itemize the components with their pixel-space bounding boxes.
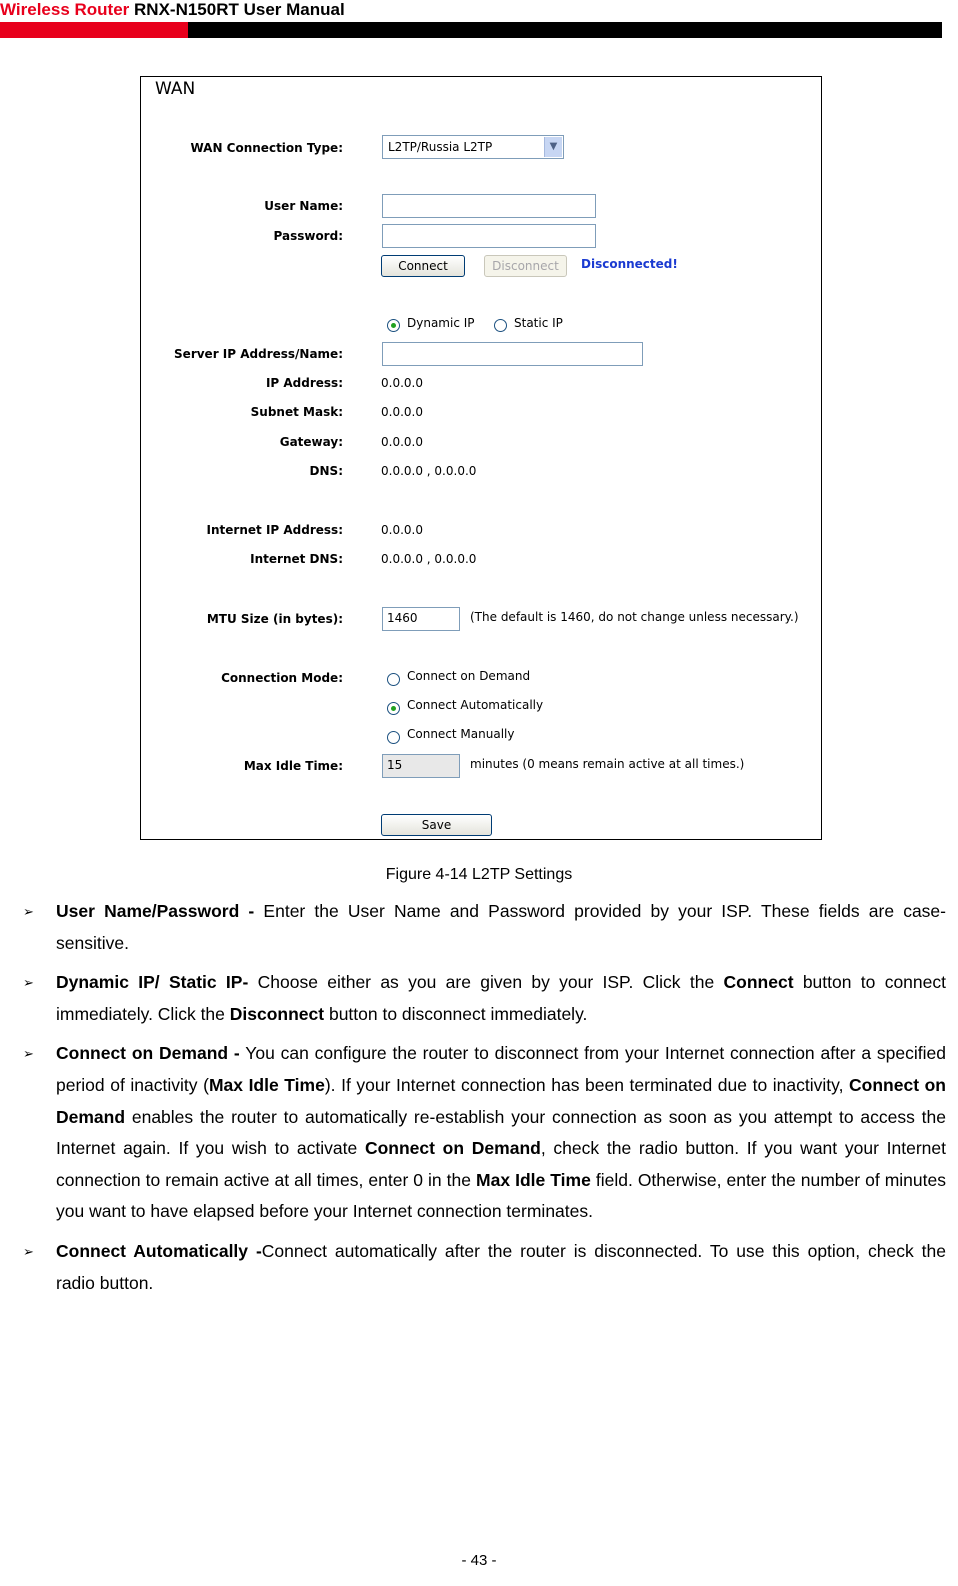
connect-manually-label: Connect Manually xyxy=(407,727,515,741)
ip-address-label: IP Address: xyxy=(265,376,343,390)
disconnect-button[interactable]: Disconnect xyxy=(484,255,567,277)
list-item xyxy=(20,967,946,1030)
bullet-arrow-icon: ➢ xyxy=(23,904,34,919)
chevron-down-icon: ▼ xyxy=(544,137,562,157)
panel-title: WAN xyxy=(155,79,196,99)
password-input[interactable] xyxy=(382,224,596,248)
item-term: Connect on Demand - xyxy=(56,1043,240,1064)
dns-value: 0.0.0.0 , 0.0.0.0 xyxy=(381,464,477,478)
item-text: , check the radio button. If you want your Internet connection to remain active at all times, enter 0 in the xyxy=(56,1138,946,1190)
connect-on-demand-radio[interactable] xyxy=(387,673,400,686)
item-text: button to connect immediately. Click the xyxy=(56,972,946,1024)
user-name-label: User Name: xyxy=(264,199,343,213)
dns-label: DNS: xyxy=(309,464,343,478)
item-emphasis: Max Idle Time xyxy=(476,1169,591,1190)
item-text: Choose either as you are given by your ISP. Click the xyxy=(248,972,724,993)
item-text: button to disconnect immediately. xyxy=(324,1003,588,1024)
item-emphasis: Connect xyxy=(723,972,794,993)
password-label: Password: xyxy=(273,229,343,243)
header-black-bar xyxy=(188,22,942,38)
internet-ip-label: Internet IP Address: xyxy=(206,523,343,537)
item-emphasis: Connect on Demand xyxy=(56,1074,946,1127)
mtu-note: (The default is 1460, do not change unless necessary.) xyxy=(470,610,799,624)
item-term: Dynamic IP/ Static IP- xyxy=(56,972,249,993)
dynamic-ip-label: Dynamic IP xyxy=(407,316,475,330)
connect-manually-radio[interactable] xyxy=(387,731,400,744)
description-list xyxy=(20,896,946,1307)
bullet-arrow-icon: ➢ xyxy=(23,1243,34,1259)
conn-type-label: WAN Connection Type: xyxy=(190,141,343,155)
list-item xyxy=(20,896,946,959)
save-button[interactable]: Save xyxy=(381,814,492,836)
user-name-input[interactable] xyxy=(382,194,596,218)
item-text: Connect automatically after the router is disconnected. To use this option, check the radio button. xyxy=(56,1240,947,1293)
item-text: ). If your Internet connection has been terminated due to inactivity, xyxy=(324,1074,850,1095)
item-text: enables the router to automatically re-establish your connection as soon as you attempt to access the Internet again. If you wish to activate xyxy=(56,1106,946,1159)
item-emphasis: Connect on Demand xyxy=(364,1138,541,1159)
item-text: You can configure the router to disconnect from your Internet connection after a specified period of inactivity ( xyxy=(56,1043,946,1095)
item-text: Enter the User Name and Password provided by your ISP. These fields are case-sensitive. xyxy=(56,901,946,953)
dynamic-ip-radio[interactable] xyxy=(387,319,400,332)
conn-type-select[interactable] xyxy=(382,135,564,159)
internet-ip-value: 0.0.0.0 xyxy=(381,523,423,537)
header-red-bar xyxy=(0,22,188,38)
page-header xyxy=(0,0,958,40)
ip-address-value: 0.0.0.0 xyxy=(381,376,423,390)
max-idle-note: minutes (0 means remain active at all times.) xyxy=(470,757,745,771)
connect-button[interactable]: Connect xyxy=(381,255,465,277)
server-ip-label: Server IP Address/Name: xyxy=(174,347,343,361)
max-idle-input[interactable]: 15 xyxy=(382,754,460,778)
item-term: User Name/Password - xyxy=(56,901,255,921)
list-item xyxy=(20,1236,946,1299)
connect-automatically-label: Connect Automatically xyxy=(407,698,544,712)
server-ip-input[interactable] xyxy=(382,342,643,366)
static-ip-label: Static IP xyxy=(514,316,563,330)
mtu-input[interactable]: 1460 xyxy=(382,607,460,631)
connect-automatically-radio[interactable] xyxy=(387,702,400,715)
item-term: Connect Automatically - xyxy=(56,1240,262,1261)
connect-on-demand-label: Connect on Demand xyxy=(407,669,531,683)
item-emphasis: Max Idle Time xyxy=(208,1074,325,1095)
page-number: - 43 - xyxy=(461,1552,497,1569)
gateway-label: Gateway: xyxy=(279,435,343,449)
item-emphasis: Disconnect xyxy=(229,1003,325,1024)
subnet-mask-label: Subnet Mask: xyxy=(250,405,343,419)
header-brand: Wireless Router xyxy=(0,0,130,19)
figure-caption: Figure 4-14 L2TP Settings xyxy=(385,866,573,883)
wan-settings-panel xyxy=(140,76,822,840)
connection-mode-label: Connection Mode: xyxy=(221,671,343,685)
subnet-mask-value: 0.0.0.0 xyxy=(381,405,423,419)
item-text: field. Otherwise, enter the number of minutes you want to have elapsed before your Internet connection terminates. xyxy=(56,1169,946,1222)
max-idle-label: Max Idle Time: xyxy=(243,759,343,773)
header-title xyxy=(0,0,345,20)
gateway-value: 0.0.0.0 xyxy=(381,435,423,449)
list-item xyxy=(20,1038,946,1228)
bullet-arrow-icon: ➢ xyxy=(23,975,34,991)
bullet-arrow-icon: ➢ xyxy=(23,1046,34,1062)
static-ip-radio[interactable] xyxy=(494,319,507,332)
mtu-label: MTU Size (in bytes): xyxy=(206,612,343,626)
internet-dns-label: Internet DNS: xyxy=(250,552,343,566)
conn-type-value: L2TP/Russia L2TP xyxy=(388,140,493,154)
header-manual-title: RNX-N150RT User Manual xyxy=(134,0,345,19)
connection-status: Disconnected! xyxy=(581,257,678,271)
internet-dns-value: 0.0.0.0 , 0.0.0.0 xyxy=(381,552,477,566)
